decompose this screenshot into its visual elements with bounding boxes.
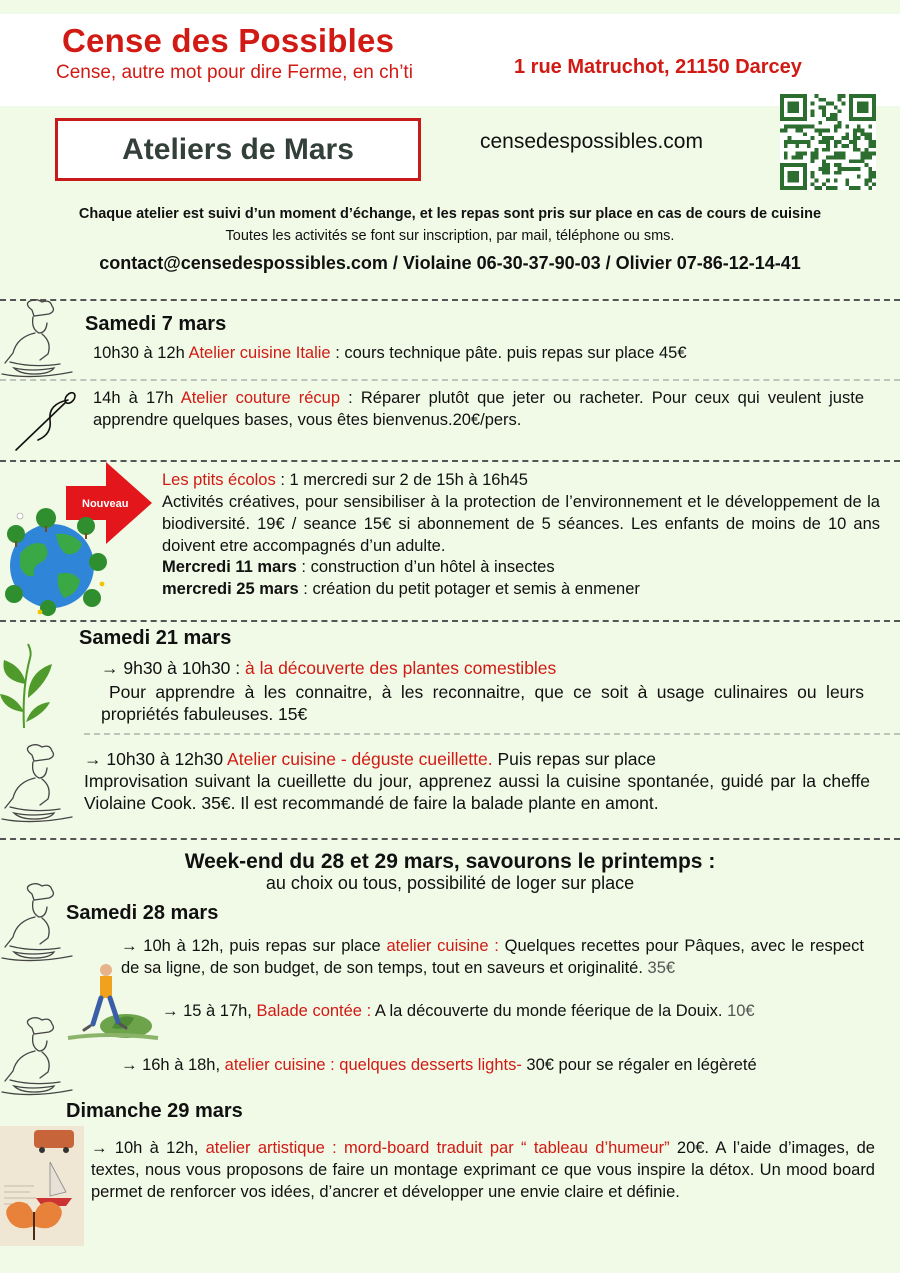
activity-name: Atelier cuisine Italie — [188, 344, 331, 362]
session-desc: : construction d’un hôtel à insectes — [296, 558, 555, 576]
activity-schedule: : 1 mercredi sur 2 de 15h à 16h45 — [275, 471, 528, 489]
activity-balade-contee[interactable] — [162, 1000, 755, 1022]
activity-desc: : cours technique pâte. puis repas sur place 45€ — [330, 344, 687, 362]
session-desc: : création du petit potager et semis à enmener — [298, 580, 640, 598]
session-date: Mercredi 11 mars — [162, 558, 297, 576]
chef-icon — [2, 745, 72, 825]
address: 1 rue Matruchot, 21150 Darcey — [514, 56, 802, 78]
activity-after: Puis repas sur place — [492, 749, 657, 769]
activity-deguste-cueillette[interactable] — [84, 748, 656, 770]
activity-time: → 10h30 à 12h30 — [84, 749, 228, 769]
needle-icon — [12, 388, 80, 454]
walker-icon — [68, 962, 158, 1046]
activity-time: → 10h à 12h, puis repas sur place — [121, 937, 387, 955]
activity-name: Les ptits écolos — [162, 471, 276, 489]
contact-line[interactable]: contact@censedespossibles.com / Violaine 06-30-37-90-03 / Olivier 07-86-12-14-41 — [99, 253, 801, 273]
nouveau-badge-text: Nouveau — [82, 498, 129, 510]
moodboard-icon — [0, 1126, 84, 1246]
session-mercredi-25 — [162, 578, 640, 600]
chef-icon — [2, 1018, 72, 1098]
activity-deguste-desc: Improvisation suivant la cueillette du jour, apprenez aussi la cuisine spontanée, guidé par la cheffe Violaine Cook. 35€. Il est recommandé de faire la balade plante en amont. — [84, 771, 870, 813]
weekend-title: Week-end du 28 et 29 mars, savourons le printemps : — [184, 850, 716, 873]
activity-price: 35€ — [647, 959, 676, 977]
day-heading-samedi-28: Samedi 28 mars — [66, 902, 219, 924]
activity-plantes-comestibles[interactable] — [101, 657, 556, 679]
activity-price: 10€ — [727, 1002, 755, 1020]
activity-time: 14h à 17h — [93, 389, 174, 407]
activity-time: → 10h à 12h, — [91, 1139, 206, 1157]
activity-time: → 15 à 17h, — [162, 1002, 257, 1020]
weekend-subtitle: au choix ou tous, possibilité de loger sur place — [265, 873, 635, 893]
day-heading-samedi-7: Samedi 7 mars — [85, 313, 227, 335]
chef-icon — [2, 884, 72, 964]
section-divider — [0, 620, 900, 622]
section-divider — [0, 299, 900, 301]
activity-desc: A la découverte du monde féerique de la Douix. — [371, 1002, 728, 1020]
activity-name: Atelier couture récup — [180, 389, 341, 407]
activity-desc: : Réparer plutôt que jeter ou racheter. Pour ceux qui veulent juste apprendre quelques bases, vous êtes bienvenus.20€/pers. — [93, 389, 864, 429]
intro-line-1: Chaque atelier est suivi d’un moment d’échange, et les repas sont pris sur place en cas de cours de cuisine — [78, 206, 822, 222]
section-divider — [0, 838, 900, 840]
activity-plantes-desc: Pour apprendre à les connaitre, à les reconnaitre, que ce soit à usage culinaires ou leurs propriétés fabuleuses. 15€ — [101, 682, 864, 724]
brand-subtitle: Cense, autre mot pour dire Ferme, en ch’ti — [56, 62, 413, 83]
activity-time: 10h30 à 12h — [93, 344, 185, 362]
activity-couture-recup[interactable] — [93, 387, 864, 431]
plant-icon — [0, 638, 54, 730]
session-date: mercredi 25 mars — [162, 580, 299, 598]
activity-desc: 20€. A l’aide d’images, de textes, nous vous proposons de faire un montage exprimant ce que vous inspire la détox. Un mood board permet de renforcer vos idées, d’ancrer et développer une envie claire et définie. — [91, 1139, 875, 1201]
qr-code[interactable] — [780, 94, 876, 190]
light-divider — [84, 733, 900, 735]
activity-name: Balade contée : — [256, 1002, 372, 1020]
intro-line-2: Toutes les activités se font sur inscription, par mail, téléphone ou sms. — [225, 228, 675, 244]
activity-desc: Quelques recettes pour Pâques, avec le respect de sa ligne, de son budget, de son temps, tout en saveurs et originalité. — [121, 937, 864, 977]
light-divider — [0, 379, 900, 381]
activity-desserts-lights[interactable] — [121, 1054, 757, 1076]
activity-name: Atelier cuisine - déguste cueillette. — [227, 749, 493, 769]
website-link[interactable]: censedespossibles.com — [480, 130, 703, 153]
day-heading-samedi-21: Samedi 21 mars — [79, 627, 232, 649]
activity-time: → 16h à 18h, — [121, 1056, 225, 1074]
session-mercredi-11 — [162, 556, 555, 578]
day-heading-dimanche-29: Dimanche 29 mars — [66, 1100, 243, 1122]
activity-mood-board[interactable] — [91, 1137, 875, 1203]
activity-name: atelier cuisine : — [386, 937, 499, 955]
activity-desc: 30€ pour se régaler en légèreté — [521, 1056, 757, 1074]
activity-cuisine-italie[interactable] — [93, 342, 883, 364]
month-title: Ateliers de Mars — [122, 132, 354, 166]
chef-icon — [2, 300, 72, 380]
activity-name: atelier cuisine : quelques desserts lights- — [224, 1056, 522, 1074]
brand-title: Cense des Possibles — [62, 22, 395, 59]
activity-name: atelier artistique : mord-board traduit par “ tableau d’humeur” — [205, 1139, 670, 1157]
month-title-box — [55, 118, 421, 181]
earth-icon — [0, 504, 108, 618]
activity-ptits-ecolos-title[interactable] — [162, 469, 528, 491]
activity-ptits-ecolos-desc: Activités créatives, pour sensibiliser à la protection de l’environnement et le développement de la biodiversité. 19€ / seance 15€ si abonnement de 5 séances. Les enfants de moins de 10 ans doivent etre accompagnés d’un adulte. — [162, 493, 880, 555]
activity-name: à la découverte des plantes comestibles — [245, 658, 557, 678]
activity-time: → 9h30 à 10h30 : — [101, 658, 245, 678]
activity-cuisine-paques[interactable] — [121, 935, 864, 979]
